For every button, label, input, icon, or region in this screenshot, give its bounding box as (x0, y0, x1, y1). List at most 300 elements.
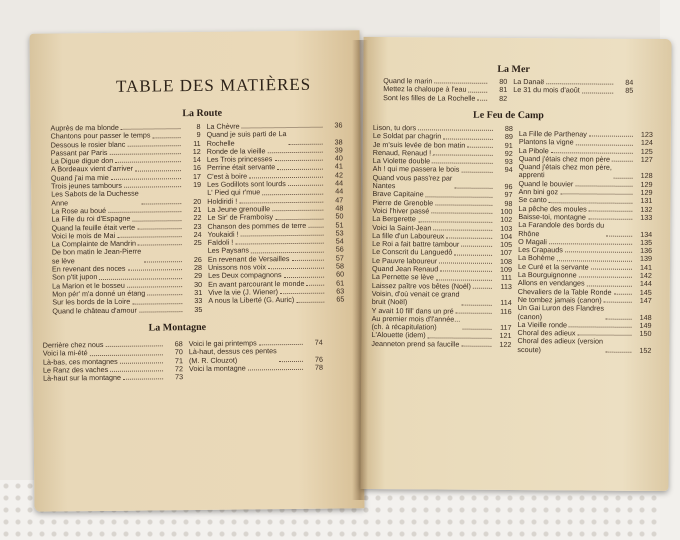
toc-entry-title: Le 31 du mois d'août (513, 85, 580, 95)
toc-entry-title: Quand Jean Renaud (371, 264, 439, 274)
toc-entry-page-number: 58 (335, 261, 345, 271)
dot-leader (560, 194, 632, 196)
dot-leader (591, 269, 632, 270)
toc-entry-title: A nous la Liberté (G. Auric) (208, 295, 295, 306)
dot-leader (289, 144, 323, 145)
toc-entry-title: La Rose au boué (51, 205, 107, 216)
toc-entry-title: La Bohème (518, 253, 555, 263)
toc-entry-title: Quand le bouvier (518, 178, 574, 189)
dot-leader (288, 185, 323, 186)
toc-entry-title: Allons en vendanges (517, 278, 585, 288)
toc-entry-page-number: 144 (639, 279, 652, 289)
dot-leader (99, 278, 182, 280)
dot-leader (435, 204, 492, 205)
toc-entry-page-number: 149 (639, 320, 652, 330)
dot-leader (111, 178, 181, 180)
toc-entry-title: Le Curé et la servante (517, 261, 589, 272)
toc-entry-title: Perrine était servante (206, 162, 276, 173)
dot-leader (268, 152, 323, 154)
toc-entry-page-number: 68 (174, 339, 183, 349)
toc-entry-page-number: 88 (504, 123, 513, 133)
toc-entry-page-number: 114 (500, 298, 512, 308)
dot-leader (428, 337, 492, 338)
toc-entry-page-number: 20 (193, 196, 202, 206)
toc-entry-title: Lison, tu dors (372, 122, 417, 133)
book-spine-gutter (352, 40, 368, 500)
toc-entry-page-number: 116 (500, 306, 512, 316)
toc-entry-page-number: 73 (175, 372, 184, 382)
dot-leader (128, 270, 182, 272)
toc-entry-title: Choral des adieux (version scoute) (517, 336, 603, 354)
toc-entry-page-number: 100 (500, 206, 513, 216)
toc-entry-title: Quand j'étais chez mon père (518, 153, 611, 164)
dot-leader (90, 354, 163, 356)
dot-leader (259, 344, 303, 345)
toc-entry-title: Les Sabots de la Duchesse Anne (51, 188, 139, 208)
dot-leader (284, 276, 324, 277)
toc-entry-page-number: 22 (193, 213, 202, 223)
toc-entry-title: Brave Capitaine (372, 189, 424, 199)
toc-entry-page-number: 24 (193, 229, 202, 239)
dot-leader (433, 229, 492, 230)
toc-entry (189, 364, 323, 374)
toc-entry-page-number: 36 (334, 120, 343, 130)
toc-entry-title: Choral des adieux (517, 328, 576, 338)
toc-entry-page-number: 147 (639, 295, 652, 305)
toc-entry-title: Voici le mois de Mai (51, 230, 116, 241)
toc-entry-title: La Violette double (372, 156, 431, 166)
toc-entry-page-number: 102 (500, 215, 513, 225)
toc-column (371, 124, 513, 349)
toc-entry-page-number: 117 (500, 323, 512, 333)
dot-leader (440, 271, 492, 272)
toc-entry-page-number: 31 (194, 287, 203, 297)
dot-leader (110, 153, 181, 155)
toc-entry-page-number: 96 (504, 181, 513, 192)
toc-entry (43, 373, 183, 383)
dot-leader (152, 137, 180, 138)
toc-entry-title: L' Pied qui r'mue (207, 187, 261, 198)
toc-entry-title: La Pernette se lève (371, 272, 434, 282)
toc-entry (371, 340, 511, 349)
dot-leader (279, 361, 303, 362)
toc-entry (513, 86, 633, 95)
toc-entry-page-number: 40 (334, 153, 343, 163)
toc-entry-page-number: 129 (640, 179, 653, 189)
toc-entry-page-number: 26 (193, 254, 202, 264)
dot-leader (262, 193, 323, 195)
toc-entry-title: La Fille du roi d'Espagne (51, 213, 131, 224)
toc-column (517, 130, 653, 355)
toc-entry-title: Unissons nos voix (207, 262, 266, 272)
dot-leader (241, 235, 324, 237)
toc-entry (208, 296, 344, 306)
toc-entry-page-number: 141 (639, 262, 653, 272)
toc-entry-page-number: 76 (314, 354, 323, 364)
dot-leader (138, 245, 182, 246)
toc-entry-title: Quand vous pass'rez par Nantes (372, 172, 453, 191)
toc-entry (207, 130, 343, 148)
toc-entry-title: Voici la mi-été (42, 348, 88, 358)
toc-entry-title: Les Deux compagnons (208, 270, 282, 281)
toc-entry-page-number: 44 (335, 178, 344, 188)
toc-entry-page-number: 14 (192, 155, 201, 165)
toc-entry-page-number: 50 (335, 211, 344, 221)
toc-entry-page-number: 98 (504, 198, 513, 208)
dot-leader (468, 91, 487, 92)
toc-entry (52, 305, 202, 315)
toc-entry-page-number: 142 (639, 270, 652, 280)
toc-entry-page-number: 30 (194, 279, 203, 289)
toc-entry-page-number: 21 (193, 204, 202, 215)
toc-entry-title: Baisse-toi, montagne (518, 211, 586, 222)
dot-leader (127, 286, 182, 288)
dot-leader (418, 221, 492, 223)
dot-leader (127, 145, 180, 147)
toc-entry-title: La Marion et le bosseu (52, 280, 125, 291)
toc-entry-title: Passant par Paris (50, 147, 108, 158)
section-heading-le-feu-de-camp: Le Feu de Camp (472, 109, 544, 122)
toc-entry-title: Voici le gai printemps (188, 338, 257, 349)
dot-leader (121, 128, 181, 130)
dot-leader (137, 228, 181, 229)
dot-leader (477, 100, 487, 101)
toc-entry-title: Se canto (518, 195, 547, 205)
toc-entry-title: Le Soldat par chagrin (372, 131, 442, 141)
toc-entry (372, 290, 512, 308)
toc-entry-page-number: 124 (640, 138, 653, 148)
toc-entry (517, 337, 651, 355)
toc-entry-title: Holdiridi ! (207, 196, 238, 206)
toc-entry-title: Ronde de la vieille (206, 146, 266, 156)
toc-entry-page-number: 108 (499, 256, 513, 266)
toc-entry-title: Le Roi a fait battre tambour (372, 239, 460, 249)
toc-entry-title: Sont les filles de La Rochelle (383, 92, 476, 103)
toc-entry-title: La Pibole (518, 145, 549, 155)
toc-entry-title: En revenant des noces (51, 263, 126, 274)
dot-leader (296, 301, 324, 302)
dot-leader (461, 346, 491, 347)
toc-entry-page-number: 63 (336, 286, 345, 296)
toc-entry-title: La Chèvre (206, 121, 240, 131)
dot-leader (431, 213, 492, 214)
toc-entry-page-number: 44 (335, 186, 344, 196)
dot-leader (612, 161, 633, 162)
dot-leader (248, 369, 303, 371)
toc-entry-page-number: 132 (640, 204, 653, 214)
toc-column (50, 123, 202, 315)
dot-leader (108, 211, 181, 213)
toc-entry-page-number: 11 (193, 138, 201, 148)
toc-entry-title: Youkaidi ! (207, 229, 239, 239)
toc-entry-title: Mettez la chaloupe à l'eau (383, 84, 467, 94)
dot-leader (614, 294, 632, 295)
dot-leader (606, 318, 632, 319)
toc-entry-page-number: 9 (196, 130, 201, 140)
toc-entry-title: O Magali (518, 236, 547, 247)
toc-entry-page-number: 148 (639, 312, 652, 322)
toc-entry-title: La Digue digue don (50, 156, 114, 166)
toc-entry-title: Y avait 10 fill' dans un pré (371, 305, 454, 316)
toc-entry-page-number: 54 (335, 236, 344, 246)
toc-entry-title: La Farandole des bords du Rhône (518, 220, 605, 238)
toc-entry-page-number: 136 (640, 246, 653, 256)
toc-entry-page-number: 113 (500, 281, 512, 291)
toc-entry-title: Quand j'étais chez mon père, apprenti (518, 162, 612, 180)
dot-leader (268, 268, 324, 270)
toc-entry-title: Dessous le rosier blanc (50, 139, 126, 150)
toc-entry-title: Au premier mois d'l'année... (ch. à récapitulation) (371, 313, 461, 332)
toc-entry-title: Derrière chez nous (42, 339, 104, 350)
toc-entry-page-number: 23 (193, 221, 202, 231)
dot-leader (605, 352, 632, 353)
toc-entry-page-number: 104 (500, 231, 513, 241)
dot-leader (436, 279, 492, 280)
toc-entry-title: Renaud, Renaud ! (372, 147, 432, 158)
toc-entry (189, 347, 323, 365)
toc-entry-title: Voisin, d'où venait ce grand bruit (Noël) (371, 288, 460, 307)
toc-entry-title: Voici la Saint-Jean (372, 222, 432, 232)
toc-entry-page-number: 48 (335, 203, 344, 213)
dot-leader (576, 144, 633, 145)
toc-entry-page-number: 125 (640, 146, 653, 156)
toc-entry-page-number: 94 (504, 165, 513, 175)
toc-entry-title: Plantons la vigne (518, 137, 574, 147)
dot-leader (462, 329, 491, 330)
toc-entry-title: La Danaë (513, 76, 545, 87)
dot-leader (272, 210, 323, 212)
toc-entry-title: Les Godillots sont lourds (207, 179, 286, 189)
toc-entry-title: Voici l'hiver passé (372, 205, 430, 216)
dot-leader (120, 362, 163, 363)
toc-column (43, 340, 183, 383)
toc-entry-page-number: 39 (334, 145, 343, 155)
toc-entry-title: Chantons pour passer le temps (50, 130, 151, 141)
right-page (360, 37, 671, 491)
toc-entry-page-number: 105 (500, 240, 513, 250)
toc-entry-title: La Vieille ronde (517, 319, 568, 330)
dot-leader (308, 227, 323, 228)
dot-leader (274, 160, 322, 162)
dot-leader (277, 168, 323, 169)
toc-entry-title: Les Trois princesses (206, 154, 273, 165)
toc-entry-title: La fille d'un Laboureux (372, 230, 445, 241)
toc-entry-page-number: 122 (499, 339, 512, 349)
dot-leader (124, 187, 181, 189)
toc-entry-page-number: 84 (625, 77, 634, 87)
dot-leader (239, 202, 323, 204)
toc-entry-page-number: 12 (192, 146, 201, 156)
toc-entry-title: Pierre de Grenoble (372, 197, 434, 208)
toc-entry-title: Là-bas, ces montagnes (42, 356, 118, 367)
toc-entry-page-number: 80 (499, 76, 508, 86)
dot-leader (461, 171, 492, 172)
toc-entry-page-number: 85 (625, 86, 634, 96)
dot-leader (291, 260, 323, 261)
toc-entry-page-number: 139 (640, 254, 653, 264)
toc-entry (52, 247, 202, 265)
toc-entry-page-number: 47 (335, 195, 344, 205)
toc-column (189, 339, 323, 374)
toc-entry-page-number: 65 (336, 294, 345, 304)
toc-entry (383, 94, 507, 103)
dot-leader (117, 236, 181, 238)
dot-leader (251, 251, 324, 253)
toc-entry-page-number: 19 (193, 180, 202, 190)
dot-leader (139, 311, 183, 312)
dot-leader (606, 235, 632, 236)
dot-leader (235, 243, 323, 245)
toc-entry-title: L'Alouette (idem) (371, 330, 426, 340)
toc-entry-page-number: 17 (192, 171, 202, 181)
toc-column (206, 121, 344, 305)
dot-leader (579, 277, 632, 278)
toc-entry-page-number: 38 (334, 137, 343, 147)
dot-leader (582, 92, 613, 93)
toc-entry-page-number: 16 (192, 163, 201, 173)
dot-leader (439, 263, 492, 264)
section-heading-la-montagne: La Montagne (148, 321, 207, 334)
dot-leader (275, 218, 323, 220)
toc-entry-title: La Bergerette (372, 214, 416, 224)
toc-entry-page-number: 70 (174, 347, 183, 357)
toc-entry-page-number: 71 (174, 355, 183, 365)
section-heading-la-route: La Route (182, 107, 223, 120)
toc-entry-title: La pêche des moules (518, 203, 587, 214)
toc-entry-title: La Jeune grenouille (207, 204, 271, 214)
toc-column (513, 78, 633, 95)
toc-entry-title: Quand je suis parti de La Rochelle (206, 129, 287, 148)
toc-entry-title: Le Ranz des vaches (42, 364, 109, 375)
toc-entry-title: Jeanneton prend sa faucille (371, 338, 460, 349)
dot-leader (106, 346, 163, 348)
dot-leader (467, 147, 493, 148)
dot-leader (575, 185, 632, 186)
dot-leader (461, 246, 492, 247)
dot-leader (589, 210, 633, 211)
toc-entry-title: C'est à boire (206, 171, 248, 181)
dot-leader (549, 202, 633, 204)
toc-entry-page-number: 150 (639, 328, 652, 339)
dot-leader (565, 252, 632, 253)
toc-entry-page-number: 152 (639, 345, 652, 355)
toc-entry (51, 189, 201, 207)
toc-entry-page-number: 107 (500, 248, 513, 258)
toc-entry-title: Vive la vie (J. Wiener) (208, 287, 279, 297)
dot-leader (306, 285, 324, 286)
dot-leader (433, 155, 493, 156)
toc-entry-page-number: 89 (504, 132, 513, 142)
dot-leader (132, 303, 182, 305)
toc-entry-page-number: 131 (640, 196, 653, 206)
toc-entry-page-number: 145 (639, 287, 652, 297)
toc-entry-page-number: 103 (500, 223, 513, 233)
dot-leader (443, 138, 493, 139)
dot-leader (280, 293, 324, 294)
toc-entry-title: Chanson des pommes de terre (207, 220, 307, 231)
dot-leader (461, 304, 491, 305)
dot-leader (587, 285, 632, 286)
dot-leader (143, 261, 182, 262)
dot-leader (147, 294, 182, 295)
dot-leader (569, 326, 632, 327)
dot-leader (454, 188, 492, 189)
toc-entry-page-number: 93 (504, 157, 513, 167)
toc-entry-page-number: 61 (336, 278, 345, 288)
toc-entry-page-number: 78 (314, 362, 324, 372)
toc-entry-page-number: 123 (640, 129, 653, 139)
toc-entry-title: Auprès de ma blonde (50, 122, 119, 133)
toc-entry-page-number: 72 (174, 364, 184, 374)
toc-entry-title: En revenant de Versailles (207, 253, 290, 264)
toc-entry-title: Mon pér' m'a donné un étang (52, 288, 146, 299)
dot-leader (589, 136, 633, 137)
toc-entry-page-number: 25 (193, 238, 202, 248)
toc-entry-title: La Bourguignonne (517, 270, 577, 280)
toc-entry-title: Trois jeunes tambours (51, 180, 122, 191)
toc-entry-title: Ah ! qui me passera le bois (372, 164, 460, 175)
toc-entry-page-number: 35 (194, 304, 203, 314)
dot-leader (110, 371, 163, 373)
toc-entry-title: Les Paysans (207, 245, 249, 256)
toc-entry-page-number: 127 (640, 154, 653, 164)
toc-entry-page-number: 111 (500, 273, 512, 283)
dot-leader (141, 203, 181, 204)
toc-entry-page-number: 60 (335, 269, 345, 279)
toc-entry-page-number: 134 (640, 229, 653, 239)
dot-leader (614, 177, 633, 178)
toc-entry-title: Faïdoli ! (207, 237, 234, 248)
toc-entry-title: Son p'tit jupon (52, 272, 98, 282)
toc-entry-title: Voici la montagne (188, 363, 246, 373)
toc-entry-title: Ann bini goz (518, 187, 559, 197)
toc-entry-title: Là-haut sur la montagne (43, 372, 122, 383)
dot-leader (115, 162, 181, 164)
toc-entry-title: La Complainte de Mandrin (51, 238, 137, 249)
toc-entry-page-number: 53 (335, 228, 344, 238)
toc-entry-title: Sur les bords de la Loire (52, 296, 131, 307)
toc-entry-page-number: 92 (504, 148, 513, 158)
toc-entry-page-number: 135 (640, 237, 653, 247)
toc-entry-page-number: 56 (335, 244, 344, 254)
left-page (30, 30, 365, 511)
toc-entry-page-number: 109 (499, 264, 512, 275)
dot-leader (123, 379, 163, 380)
toc-entry-title: A Bordeaux vient d'arriver (50, 164, 134, 175)
toc-entry-page-number: 74 (314, 337, 323, 347)
toc-entry-title: Les Crapauds (518, 245, 563, 255)
dot-leader (604, 302, 632, 303)
toc-entry-title: En avant parcourant le monde (208, 278, 305, 289)
toc-entry (519, 163, 653, 181)
toc-entry-page-number: 82 (499, 93, 508, 103)
toc-entry-page-number: 29 (194, 271, 203, 281)
toc-entry-title: Je m'suis levée de bon matin (372, 139, 466, 150)
dot-leader (135, 170, 181, 171)
toc-column (383, 77, 507, 103)
toc-entry-page-number: 121 (499, 331, 512, 341)
toc-entry-title: Là-haut, dessus ces pentes (M. R. Clouzot) (188, 346, 277, 365)
toc-entry-title: Le Sir' de Framboisy (207, 212, 274, 223)
toc-entry-page-number: 129 (640, 187, 653, 198)
toc-entry-page-number: 81 (499, 85, 508, 95)
dot-leader (132, 220, 181, 222)
toc-entry-title: Laissez paître vos bêtes (Noël) (371, 280, 471, 291)
dot-leader (557, 260, 632, 262)
dot-leader (454, 254, 492, 255)
toc-entry-title: Un Gai Luron des Flandres (canon) (517, 303, 605, 321)
toc-entry-title: Quand le marin (383, 76, 433, 86)
